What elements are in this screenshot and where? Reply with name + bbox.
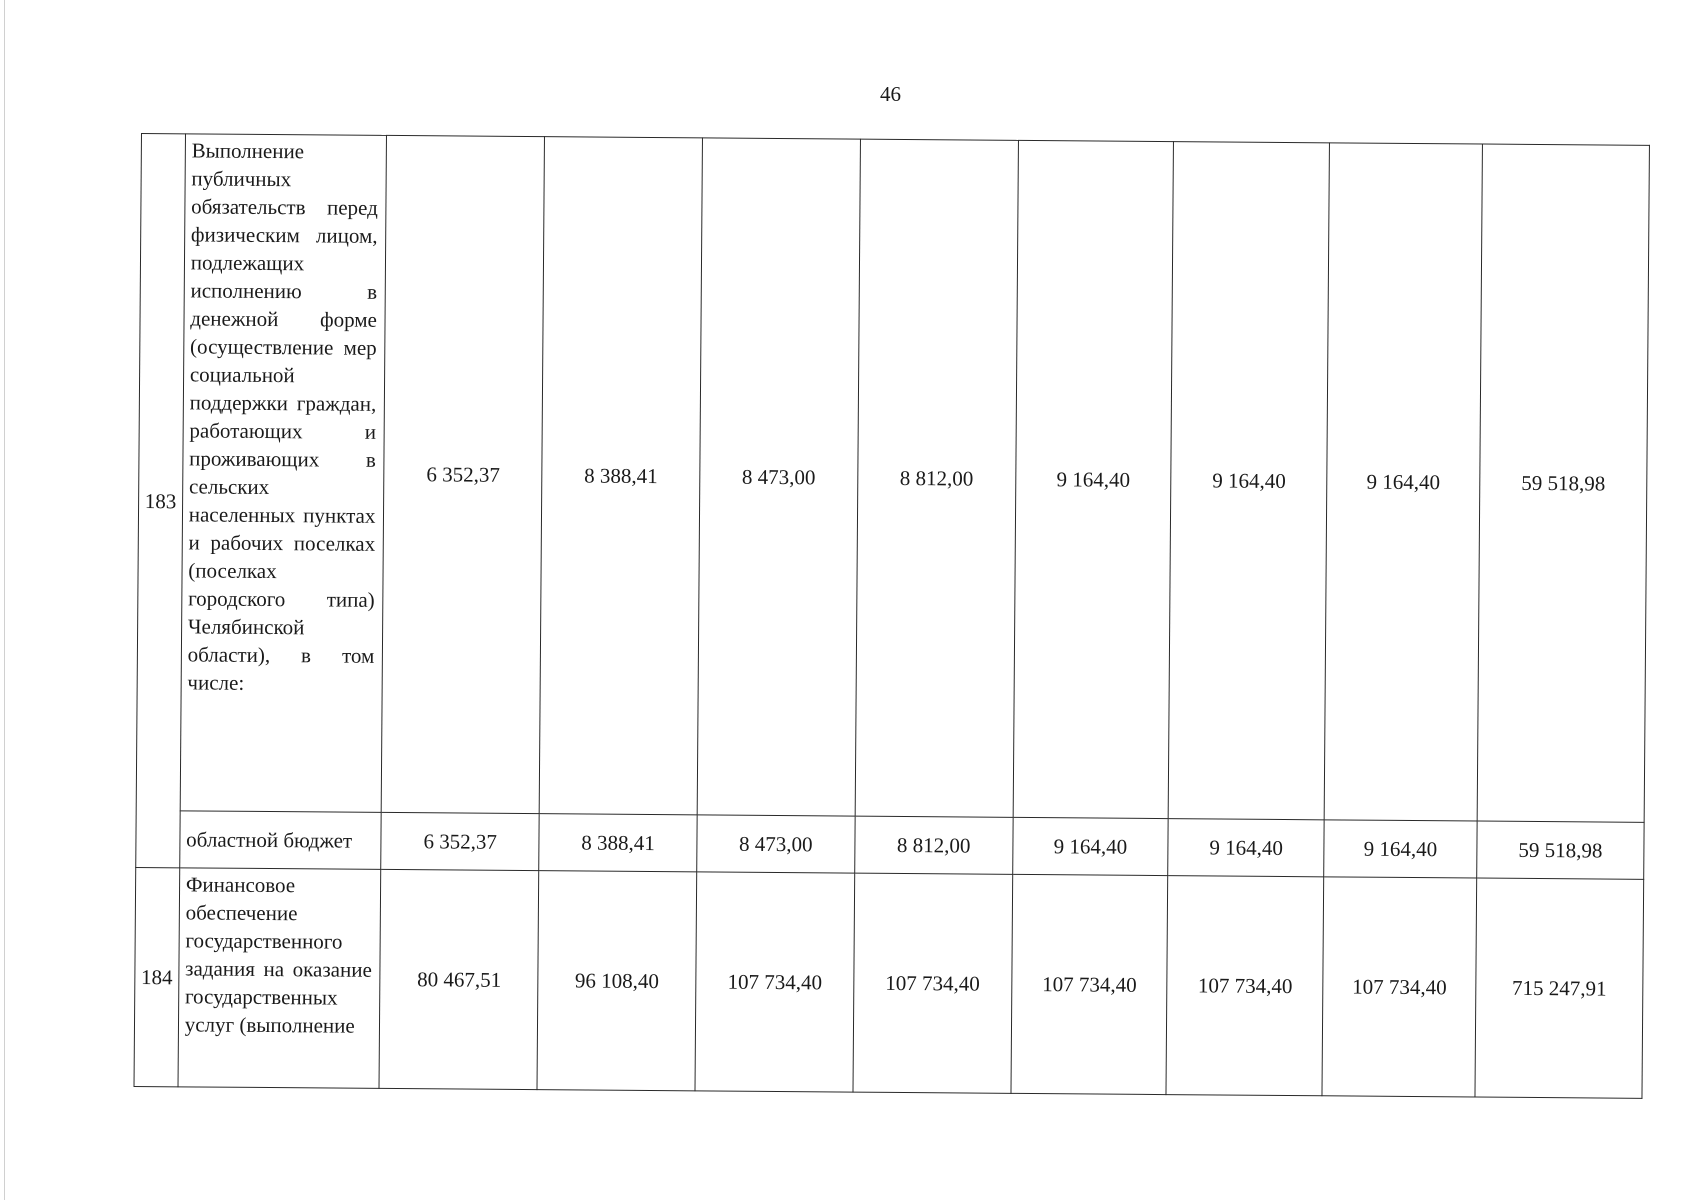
- value-cell: 9 164,40: [1324, 143, 1482, 821]
- value-cell: 8 388,41: [539, 814, 697, 872]
- value-cell: 9 164,40: [1012, 817, 1168, 875]
- value-cell: 9 164,40: [1013, 140, 1174, 818]
- total-cell: 59 518,98: [1477, 144, 1649, 822]
- row-description: Финансовое обеспечение государственного задания на оказание государственных услуг (выполнение: [178, 868, 381, 1089]
- value-cell: 8 473,00: [697, 138, 860, 816]
- value-cell: 107 734,40: [1166, 876, 1323, 1096]
- scan-edge-line: [4, 0, 5, 1200]
- value-cell: 8 812,00: [855, 139, 1018, 817]
- value-cell: 8 388,41: [539, 137, 702, 815]
- value-cell: 9 164,40: [1324, 820, 1477, 878]
- total-cell: 715 247,91: [1475, 878, 1644, 1098]
- value-cell: 9 164,40: [1168, 819, 1324, 877]
- table-row: [134, 867, 1644, 1098]
- value-cell: 6 352,37: [381, 812, 539, 870]
- value-cell: 107 734,40: [1322, 877, 1476, 1097]
- row-index: 184: [134, 867, 179, 1086]
- value-cell: 9 164,40: [1169, 142, 1330, 820]
- value-cell: 8 473,00: [697, 815, 855, 873]
- row-index: 183: [136, 134, 186, 868]
- page-number: 46: [880, 82, 901, 106]
- value-cell: 107 734,40: [695, 872, 855, 1092]
- value-cell: 107 734,40: [853, 873, 1013, 1093]
- value-cell: 107 734,40: [1011, 874, 1168, 1094]
- subrow-description: областной бюджет: [180, 811, 382, 870]
- value-cell: 80 467,51: [379, 869, 539, 1089]
- budget-table: [134, 133, 1650, 1099]
- row-description: Выполнение публичных обязательств перед физическим лицом, подлежащих исполнению в денежной форме (осуществление мер социальной поддержки граждан, работающих и проживающих в сельских населенных пунктах и рабочих поселках (поселках городского типа) Челябинской области), в том числе:: [180, 134, 387, 813]
- value-cell: 8 812,00: [855, 816, 1013, 874]
- value-cell: 6 352,37: [382, 135, 545, 813]
- value-cell: 96 108,40: [537, 871, 697, 1091]
- total-cell: 59 518,98: [1477, 821, 1645, 879]
- table-row: [136, 134, 1649, 823]
